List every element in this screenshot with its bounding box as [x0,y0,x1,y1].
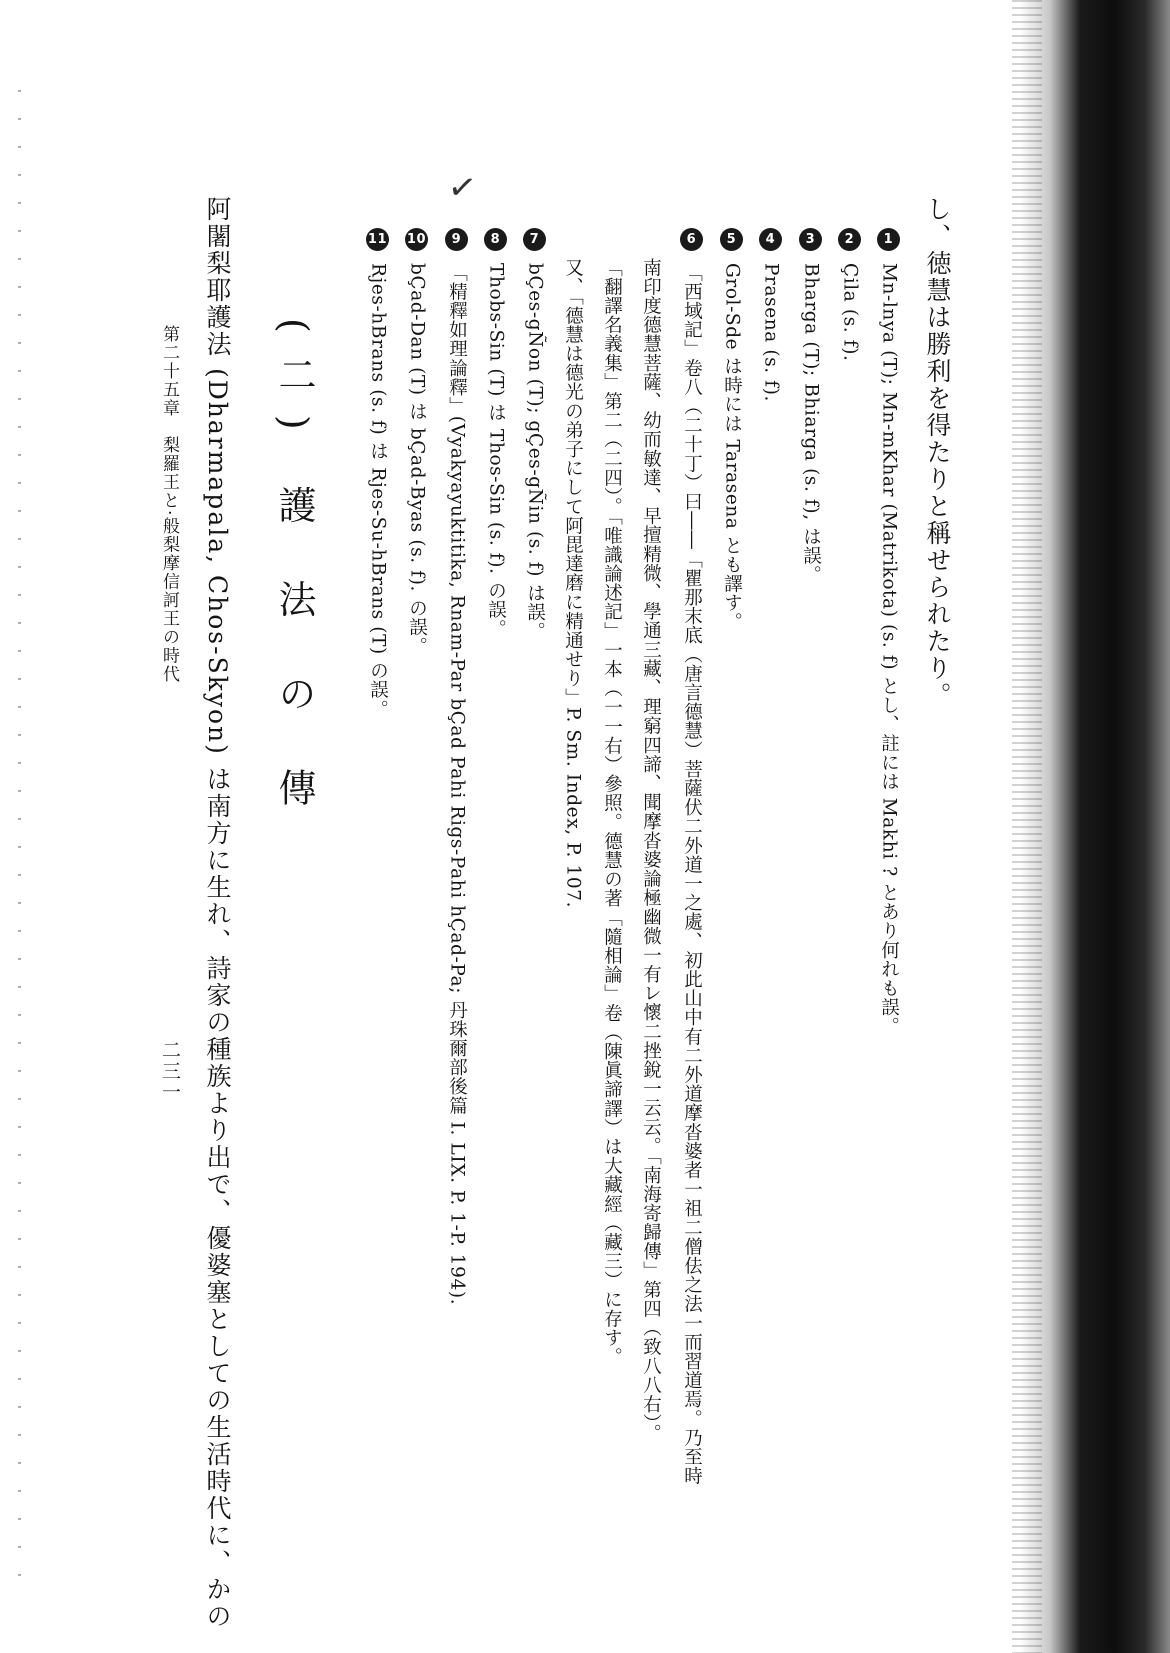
footnote-marker: 8 [484,228,507,251]
footnote-4 [759,228,782,402]
footnote-text: Rjes-hBrans (s. f) は Rjes-Su-hBrans (T) の誤。 [367,263,389,719]
footnote-text: Grol-Sde は時には Tarasena とも譯す。 [721,263,743,632]
footnote-8 [484,228,507,638]
check-mark-icon: ✓ [445,166,480,210]
footnote-marker: 11 [366,228,389,251]
footnote-6 [680,228,703,1485]
footnote-text: Thobs-Sin (T) は Thos-Sin (s. f). の誤。 [485,263,507,639]
footnote-9 [445,228,468,1305]
footnote-5 [720,228,743,632]
footnote-10 [405,228,428,656]
footnote-marker: 2 [838,228,861,251]
footnote-6-cont-1: 南印度德慧菩薩、幼而敏達、早擅精微、學通三藏、理窮四諦、聞摩沓婆論極幽微一有レ懷二挫銳一云云。「南海寄歸傳」第四（致八八右）。 [640,258,662,1443]
footnote-text: Bharga (T); Bhiarga (s. f), は誤。 [800,263,822,585]
footnote-text: Prasena (s. f). [760,263,782,403]
footnote-3 [799,228,822,584]
footnote-text: 「西域記」卷八（二十丁）曰――「瞿那末底（唐言德慧）菩薩伏二外道一之處、初此山中有二外道摩沓婆者一祖二僧佉之法一而習道焉。乃至時 [681,263,703,1486]
footnote-marker: 9 [445,228,468,251]
footnote-1 [877,228,900,1036]
section-title: (二) 護 法 の 傳 [272,318,316,828]
footnote-marker: 4 [759,228,782,251]
footnote-marker: 6 [680,228,703,251]
footnote-11 [366,228,389,719]
footnote-marker: 3 [799,228,822,251]
footnote-marker: 5 [720,228,743,251]
page-edge-speckle [1012,0,1042,1653]
footnote-text: bÇes-gÑon (T); gÇes-gÑin (s. f) は誤。 [524,263,546,641]
footnote-text: Mn-lnya (T); Mn-mKhar (Matrikota) (s. f) とし、註には Makhi ? とあり何れも誤。 [878,263,900,1037]
footnote-marker: 1 [877,228,900,251]
body-text: 阿闍梨耶護法 (Dharmapala, Chos-Skyon) は南方に生れ、詩家の種族より出で、優婆塞としての生活時代に、かの [203,196,232,1630]
footnote-6-cont-2: 「翻譯名義集」第二（二四）。「唯識論述記」一本（一一右）參照。德慧の著「隨相論」卷（陳眞諦譯）は大藏經（藏三）に存す。 [601,258,623,1367]
left-margin-dots [18,90,21,1590]
footnote-text: 「精釋如理論釋」(Vyakyayuktitika, Rnam-Par bÇad Pahi Rigs-Pahi hÇad-Pa; 丹珠爾部後篇 I. LIX. P. 1-P. 194). [446,263,468,1306]
page-number: 二三一 [159,1040,181,1103]
footnote-marker: 10 [405,228,428,251]
continuation-text: し、徳慧は勝利を得たりと稱せられたり。 [923,196,952,709]
footnote-6-cont-3: 又、「德慧は德光の弟子にして阿毘達磨に精通せり」P. Sm. Index, P. 107. [562,258,584,909]
footnote-text: Çila (s. f). [839,263,861,362]
page-edge-shadow [1020,0,1170,1653]
footnote-text: bÇad-Dan (T) は bÇad-Byas (s. f). の誤。 [406,263,428,656]
footnote-7 [523,228,546,641]
chapter-footer: 第二十五章 梨羅王と·般梨摩信訶王の時代 [159,325,179,684]
footnote-marker: 7 [523,228,546,251]
footnote-2 [838,228,861,362]
